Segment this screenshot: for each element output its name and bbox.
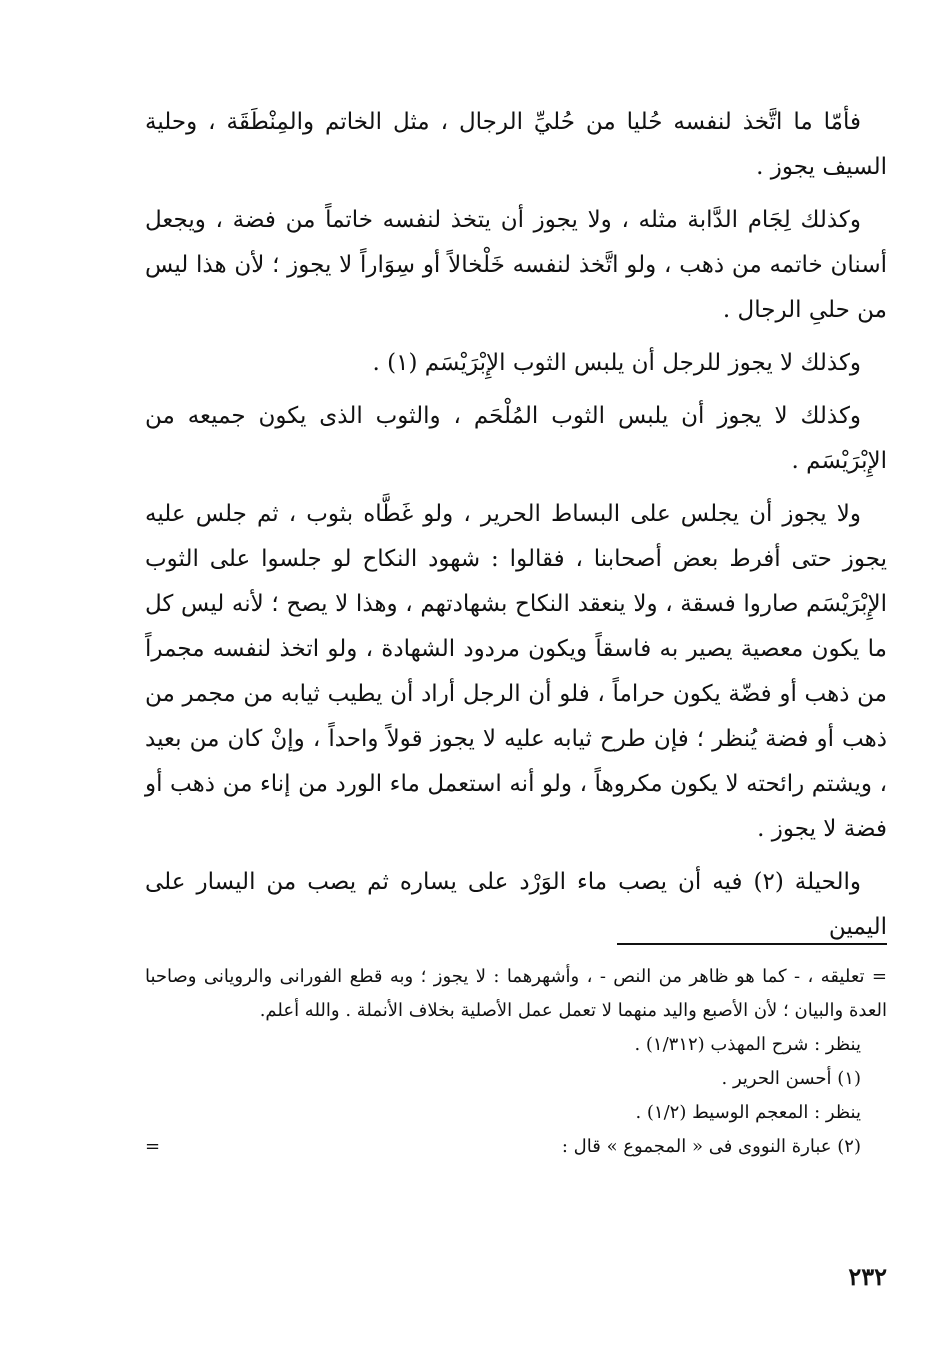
footnote-1: (١) أحسن الحرير .	[721, 1068, 861, 1089]
continuation-mark: =	[145, 1136, 161, 1157]
footnote-reference-1: ينظر : شرح المهذب (١/٣١٢) .	[634, 1034, 861, 1055]
paragraph-6: والحيلة (٢) فيه أن يصب ماء الوَرْد على يساره ثم يصب من اليسار على اليمين	[145, 869, 887, 940]
footnote-2-row	[145, 1130, 887, 1164]
footnotes	[145, 960, 887, 1164]
paragraph-5: ولا يجوز أن يجلس على البساط الحرير ، ولو غَطَّاه بثوب ، ثم جلس عليه يجوز حتى أفرط بعض أصحابنا ، فقالوا : شهود النكاح لو جلسوا على الثوب الإِبْرَيْسَم صاروا فسقة ، ولا ينعقد النكاح بشهادتهم ، وهذا لا يصح ؛ لأنه ليس كل ما يكون معصية يصير به فاسقاً ويكون مردود الشهادة ، ولو اتخذ لنفسه مجمراً من ذهب أو فضّة يكون حراماً ، فلو أن الرجل أراد أن يطيب ثيابه من مجمر من ذهب أو فضة يُنظر ؛ فإن طرح ثيابه عليه لا يجوز قولاً واحداً ، وإنْ كان من بعيد ، ويشتم رائحته لا يكون مكروهاً ، ولو أنه استعمل ماء الورد من إناء من ذهب أو فضة لا يجوز .	[145, 501, 887, 842]
paragraph-2: وكذلك لِجَام الدَّابة مثله ، ولا يجوز أن يتخذ لنفسه خاتماً من فضة ، ويجعل أسنان خاتمه من ذهب ، ولو اتَّخذ لنفسه خَلْخالاً أو سِوَاراً لا يجوز ؛ لأن هذا ليس من حلىِ الرجال .	[145, 207, 887, 323]
footnote-2: (٢) عبارة النووى فى « المجموع » قال :	[561, 1136, 861, 1157]
main-text	[145, 100, 887, 958]
footnote-divider	[617, 943, 887, 945]
footnote-reference-2: ينظر : المعجم الوسيط (١/٢) .	[635, 1102, 861, 1123]
paragraph-3: وكذلك لا يجوز للرجل أن يلبس الثوب الإِبْرَيْسَم (١) .	[372, 350, 861, 376]
page-number: ٢٣٢	[848, 1262, 887, 1291]
footnote-continuation: = تعليقه ، - كما هو ظاهر من النص - ، وأشهرهما : لا يجوز ؛ وبه قطع الفورانى والرويانى وصاحبا العدة والبيان ؛ لأن الأصبع واليد منهما لا تعمل عمل الأصلية بخلاف الأنملة . والله أعلم.	[145, 966, 887, 1021]
paragraph-4: وكذلك لا يجوز أن يلبس الثوب المُلْحَم ، والثوب الذى يكون جميعه من الإِبْرَيْسَم .	[145, 403, 887, 474]
paragraph-1: فأمّا ما اتَّخذ لنفسه حُليا من حُليِّ الرجال ، مثل الخاتم والمِنْطَقَة ، وحلية السيف يجوز .	[145, 109, 887, 180]
